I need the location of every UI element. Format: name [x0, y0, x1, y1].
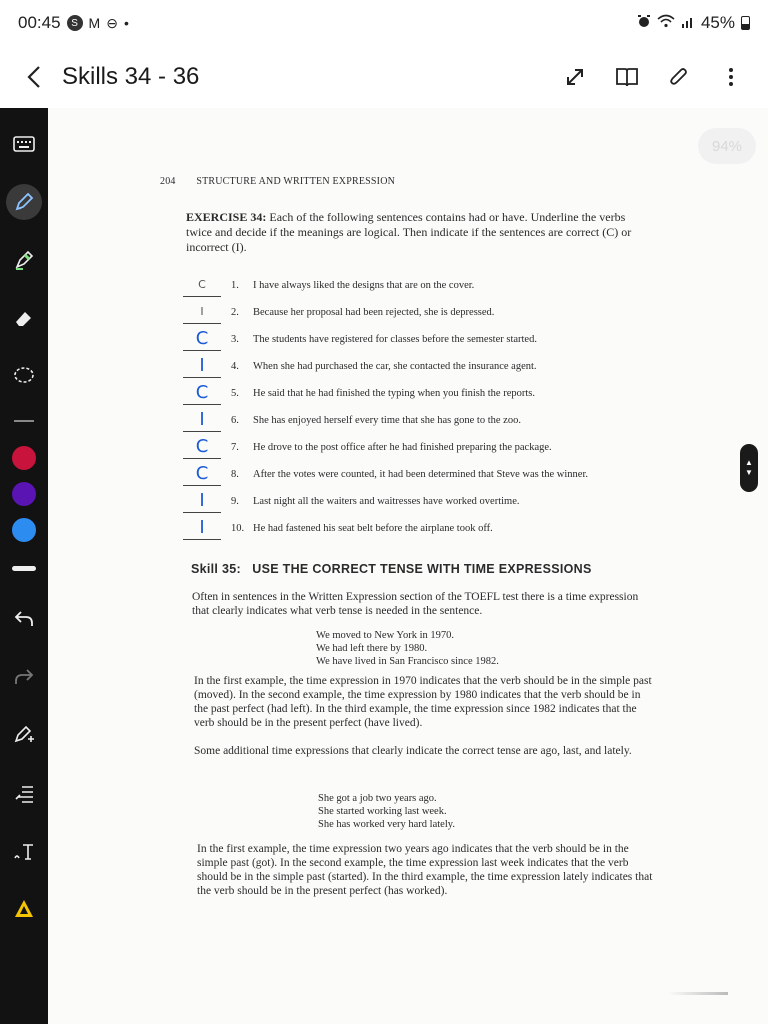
text-tool-button[interactable] — [6, 833, 42, 869]
answer-mark: C — [183, 329, 221, 351]
item-number: 10. — [231, 523, 245, 534]
item-text: Because her proposal had been rejected, she is depressed. — [253, 307, 495, 318]
chevron-down-icon: ▼ — [745, 468, 753, 477]
answer-mark: I — [183, 302, 221, 324]
do-not-disturb-icon: ⊖ — [106, 14, 118, 31]
answer-mark: C — [183, 383, 221, 405]
expand-button[interactable] — [562, 64, 588, 90]
item-text: When she had purchased the car, she contacted the insurance agent. — [253, 361, 537, 372]
battery-percent: 45% — [700, 13, 735, 32]
back-button[interactable] — [16, 59, 52, 95]
page-title: Skills 34 - 36 — [62, 63, 200, 90]
example-line: She got a job two years ago. — [318, 793, 437, 804]
highlighter-tool-button[interactable] — [6, 242, 42, 278]
book-view-button[interactable] — [614, 64, 640, 90]
paragraph: In the first example, the time expression two years ago indicates that the verb should be in the simple past (got). In the second example, the time expression last week indicates that the verb should be in the simple past (started). In the third example, the time expression lately indicates that the verb should be in the present perfect (has worked). — [197, 843, 653, 897]
exercise-list — [183, 272, 663, 542]
paragraph: Often in sentences in the Written Expression section of the TOEFL test there is a time expression that clearly indicates what verb tense is needed in the sentence. — [192, 591, 639, 617]
item-number: 1. — [231, 280, 239, 291]
answer-mark: I — [183, 491, 221, 513]
status-time: 00:45 — [18, 13, 61, 32]
ai-assist-icon — [14, 899, 34, 919]
exercise-item — [183, 272, 663, 299]
exercise-item — [183, 488, 663, 515]
scroll-handle[interactable] — [740, 444, 758, 492]
paragraph: In the first example, the time expression in 1970 indicates that the verb should be in the simple past (moved). In the second example, the time expression by 1980 indicates that the verb should be in the past perfect (had left). In the third example, the time expression since 1982 indicates that the verb should be in the present perfect (have lived). — [194, 675, 652, 729]
lasso-icon — [12, 365, 36, 387]
exercise-instructions — [186, 210, 646, 255]
wifi-icon — [657, 13, 675, 33]
attach-button[interactable] — [666, 64, 692, 90]
exercise-item — [183, 380, 663, 407]
undo-icon — [13, 608, 35, 630]
highlighter-icon — [13, 249, 35, 271]
redo-icon — [13, 666, 35, 688]
lasso-tool-button[interactable] — [6, 358, 42, 394]
more-options-button[interactable] — [718, 64, 744, 90]
redo-button[interactable] — [6, 659, 42, 695]
text-format-icon — [13, 782, 35, 804]
example-line: We have lived in San Francisco since 1982. — [316, 656, 499, 667]
signal-icon — [681, 13, 695, 33]
answer-mark: C — [183, 464, 221, 486]
book-icon — [615, 66, 639, 88]
item-text: After the votes were counted, it had been determined that Steve was the winner. — [253, 469, 589, 480]
zoom-level-badge: 94% — [698, 128, 756, 164]
battery-icon — [741, 16, 750, 30]
example-block — [316, 629, 499, 668]
example-line: We had left there by 1980. — [316, 643, 428, 654]
ai-assist-button[interactable] — [6, 891, 42, 927]
exercise-item — [183, 461, 663, 488]
item-number: 4. — [231, 361, 239, 372]
item-text: He had fastened his seat belt before the airplane took off. — [253, 523, 493, 534]
item-number: 7. — [231, 442, 239, 453]
paragraph: Some additional time expressions that clearly indicate the correct tense are ago, last, and lately. — [194, 745, 632, 757]
stroke-size-slider[interactable] — [12, 566, 36, 571]
more-vertical-icon — [728, 66, 734, 88]
page-edge-shadow — [668, 992, 728, 995]
exercise-item — [183, 299, 663, 326]
keyboard-tool-button[interactable] — [6, 126, 42, 162]
answer-mark: C — [183, 275, 221, 297]
exercise-item — [183, 407, 663, 434]
pen-icon — [13, 191, 35, 213]
answer-mark: I — [183, 518, 221, 540]
notification-s-icon: S — [67, 15, 83, 31]
item-text: He said that he had finished the typing when you finish the reports. — [253, 388, 535, 399]
app-header — [0, 46, 768, 108]
item-number: 3. — [231, 334, 239, 345]
exercise-item — [183, 353, 663, 380]
skill-label: Skill 35: — [191, 562, 241, 576]
item-number: 2. — [231, 307, 239, 318]
item-text: I have always liked the designs that are on the cover. — [253, 280, 475, 291]
color-swatch-purple[interactable] — [12, 482, 36, 506]
text-tool-icon — [13, 840, 35, 862]
example-block — [318, 792, 455, 831]
chevron-up-icon: ▲ — [745, 458, 753, 467]
item-text: Last night all the waiters and waitresses have worked overtime. — [253, 496, 520, 507]
pen-settings-icon — [13, 724, 35, 746]
undo-button[interactable] — [6, 601, 42, 637]
alarm-icon — [637, 13, 651, 33]
answer-mark: I — [183, 356, 221, 378]
exercise-label: EXERCISE 34: — [186, 210, 267, 224]
example-line: She has worked very hard lately. — [318, 819, 455, 830]
item-number: 8. — [231, 469, 239, 480]
exercise-item — [183, 326, 663, 353]
exercise-item — [183, 515, 663, 542]
answer-mark: C — [183, 437, 221, 459]
more-notifications-icon: • — [123, 15, 129, 31]
eraser-tool-button[interactable] — [6, 300, 42, 336]
document-page[interactable] — [48, 108, 768, 1024]
item-number: 9. — [231, 496, 239, 507]
expand-icon — [564, 66, 586, 88]
chevron-left-icon — [26, 65, 42, 89]
pen-tool-button[interactable] — [6, 184, 42, 220]
skill-heading — [191, 562, 592, 576]
page-number: 204 — [160, 176, 176, 187]
drawing-toolbar — [0, 108, 48, 1024]
paperclip-icon — [668, 66, 690, 88]
eraser-icon — [13, 307, 35, 329]
example-line: We moved to New York in 1970. — [316, 630, 454, 641]
status-bar — [0, 0, 768, 46]
item-text: The students have registered for classes before the semester started. — [253, 334, 537, 345]
running-head — [160, 176, 413, 187]
color-swatch-blue[interactable] — [12, 518, 36, 542]
item-text: He drove to the post office after he had finished preparing the package. — [253, 442, 552, 453]
color-swatch-red[interactable] — [12, 446, 36, 470]
item-number: 6. — [231, 415, 239, 426]
answer-mark: I — [183, 410, 221, 432]
skill-title: USE THE CORRECT TENSE WITH TIME EXPRESSIONS — [252, 562, 592, 576]
running-head-title: STRUCTURE AND WRITTEN EXPRESSION — [196, 176, 396, 187]
item-text: She has enjoyed herself every time that she has gone to the zoo. — [253, 415, 521, 426]
keyboard-icon — [13, 135, 35, 153]
exercise-text: Each of the following sentences contains had or have. Underline the verbs twice and decide if the meanings are logical. Then indicate if the sentences are correct (C) or incorrect (I). — [186, 210, 632, 254]
example-line: She started working last week. — [318, 806, 447, 817]
item-number: 5. — [231, 388, 239, 399]
text-format-button[interactable] — [6, 775, 42, 811]
pen-thickness-indicator[interactable] — [14, 420, 34, 422]
pen-settings-button[interactable] — [6, 717, 42, 753]
exercise-item — [183, 434, 663, 461]
gmail-icon: M — [88, 15, 101, 31]
